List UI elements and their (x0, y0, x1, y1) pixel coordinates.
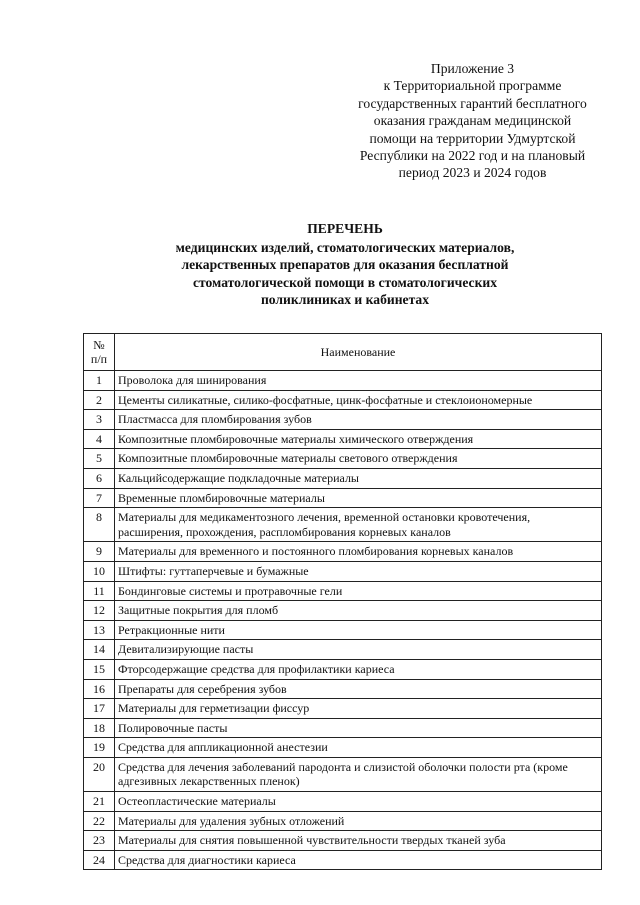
row-name: Фторсодержащие средства для профилактики кариеса (115, 659, 602, 679)
row-name: Защитные покрытия для пломб (115, 601, 602, 621)
row-number: 1 (84, 371, 115, 391)
row-name: Препараты для серебрения зубов (115, 679, 602, 699)
appendix-line: помощи на территории Удмуртской (369, 130, 576, 146)
table-row (84, 850, 602, 870)
row-name: Пластмасса для пломбирования зубов (115, 410, 602, 430)
row-number: 5 (84, 449, 115, 469)
row-number: 14 (84, 640, 115, 660)
row-name: Материалы для временного и постоянного пломбирования корневых каналов (115, 542, 602, 562)
row-number: 24 (84, 850, 115, 870)
document-title (120, 220, 570, 309)
row-name: Ретракционные нити (115, 620, 602, 640)
table-row (84, 738, 602, 758)
header-name: Наименование (115, 334, 602, 371)
row-name: Материалы для медикаментозного лечения, временной остановки кровотечения, расширения, прохождения, распломбирования корневых каналов (115, 508, 602, 542)
table-row (84, 640, 602, 660)
row-name: Штифты: гуттаперчевые и бумажные (115, 561, 602, 581)
table-row (84, 718, 602, 738)
row-number: 22 (84, 811, 115, 831)
table-row (84, 757, 602, 791)
row-name: Остеопластические материалы (115, 792, 602, 812)
row-name: Средства для аппликационной анестезии (115, 738, 602, 758)
table-body (84, 371, 602, 870)
table-row (84, 620, 602, 640)
row-number: 11 (84, 581, 115, 601)
row-name: Временные пломбировочные материалы (115, 488, 602, 508)
table-row (84, 542, 602, 562)
table-row (84, 410, 602, 430)
row-name: Материалы для герметизации фиссур (115, 699, 602, 719)
row-number: 6 (84, 468, 115, 488)
row-number: 20 (84, 757, 115, 791)
table-row (84, 601, 602, 621)
items-table (83, 333, 602, 870)
appendix-line: Республики на 2022 год и на плановый (359, 148, 586, 164)
row-name: Композитные пломбировочные материалы химического отверждения (115, 429, 602, 449)
table-row (84, 679, 602, 699)
table-row (84, 811, 602, 831)
row-name: Бондинговые системы и протравочные гели (115, 581, 602, 601)
row-name: Композитные пломбировочные материалы светового отверждения (115, 449, 602, 469)
row-name: Полировочные пасты (115, 718, 602, 738)
table-row (84, 488, 602, 508)
row-name: Цементы силикатные, силико-фосфатные, цинк-фосфатные и стеклоиономерные (115, 390, 602, 410)
row-number: 13 (84, 620, 115, 640)
row-name: Кальцийсодержащие подкладочные материалы (115, 468, 602, 488)
appendix-block (330, 60, 615, 182)
title-line: медицинских изделий, стоматологических материалов, (175, 239, 515, 255)
row-number: 16 (84, 679, 115, 699)
appendix-line: к Территориальной программе (383, 78, 562, 94)
row-number: 12 (84, 601, 115, 621)
row-number: 10 (84, 561, 115, 581)
appendix-line: государственных гарантий бесплатного (358, 95, 587, 111)
title-line: стоматологической помощи в стоматологических (192, 274, 498, 290)
row-number: 15 (84, 659, 115, 679)
table-row (84, 581, 602, 601)
row-name: Девитализирующие пасты (115, 640, 602, 660)
row-name: Средства для диагностики кариеса (115, 850, 602, 870)
header-number-symbol: № (93, 338, 105, 352)
row-number: 7 (84, 488, 115, 508)
table-row (84, 659, 602, 679)
row-number: 18 (84, 718, 115, 738)
title-line: поликлиниках и кабинетах (260, 292, 430, 308)
table-row (84, 468, 602, 488)
row-name: Материалы для удаления зубных отложений (115, 811, 602, 831)
title-heading: ПЕРЕЧЕНЬ (307, 221, 383, 236)
row-number: 9 (84, 542, 115, 562)
row-number: 17 (84, 699, 115, 719)
table-row (84, 561, 602, 581)
row-number: 8 (84, 508, 115, 542)
row-number: 4 (84, 429, 115, 449)
title-line: лекарственных препаратов для оказания бесплатной (181, 257, 509, 273)
appendix-line: Приложение 3 (430, 61, 515, 76)
appendix-line: период 2023 и 2024 годов (398, 165, 547, 181)
row-number: 21 (84, 792, 115, 812)
table-row (84, 429, 602, 449)
table-row (84, 449, 602, 469)
header-number-abbr: п/п (90, 352, 108, 366)
row-name: Средства для лечения заболеваний пародонта и слизистой оболочки полости рта (кроме адгезивных лекарственных пленок) (115, 757, 602, 791)
table-row (84, 831, 602, 851)
table-row (84, 390, 602, 410)
row-name: Материалы для снятия повышенной чувствительности твердых тканей зуба (115, 831, 602, 851)
table-row (84, 371, 602, 391)
table-header-row (84, 334, 602, 371)
table-row (84, 792, 602, 812)
row-number: 2 (84, 390, 115, 410)
row-number: 19 (84, 738, 115, 758)
header-number (84, 334, 115, 371)
row-number: 23 (84, 831, 115, 851)
table-row (84, 508, 602, 542)
row-name: Проволока для шинирования (115, 371, 602, 391)
row-number: 3 (84, 410, 115, 430)
appendix-line: оказания гражданам медицинской (373, 113, 572, 129)
table-row (84, 699, 602, 719)
